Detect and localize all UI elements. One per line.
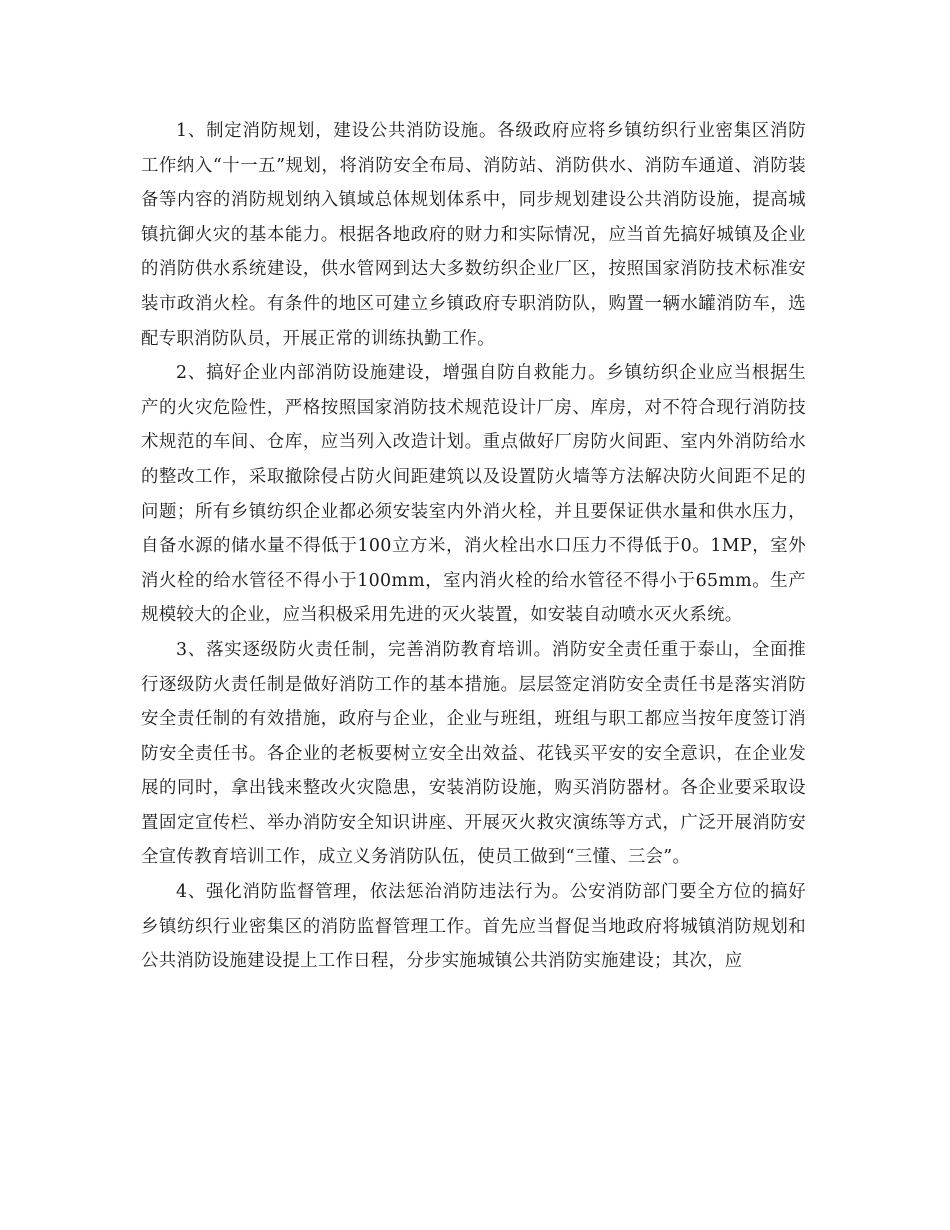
- paragraph-3: 3、落实逐级防火责任制，完善消防教育培训。消防安全责任重于泰山，全面推行逐级防火责任制是做好消防工作的基本措施。层层签定消防安全责任书是落实消防安全责任制的有效措施，政府与企业，企业与班组，班组与职工都应当按年度签订消防安全责任书。各企业的老板要树立安全出效益、花钱买平安的安全意识，在企业发展的同时，拿出钱来整改火灾隐患，安装消防设施，购买消防器材。各企业要采取设置固定宣传栏、举办消防安全知识讲座、开展灭火救灾演练等方式，广泛开展消防安全宣传教育培训工作，成立义务消防队伍，使员工做到“三懂、三会”。: [141, 639, 806, 868]
- paragraph-4: 4、强化消防监督管理，依法惩治消防违法行为。公安消防部门要全方位的搞好乡镇纺织行业密集区的消防监督管理工作。首先应当督促当地政府将城镇消防规划和公共消防设施建设提上工作日程，分步实施城镇公共消防实施建设；其次，应: [141, 882, 806, 972]
- paragraph-1: 1、制定消防规划，建设公共消防设施。各级政府应将乡镇纺织行业密集区消防工作纳入“十一五”规划，将消防安全布局、消防站、消防供水、消防车通道、消防装备等内容的消防规划纳入镇域总体规划体系中，同步规划建设公共消防设施，提高城镇抗御火灾的基本能力。根据各地政府的财力和实际情况，应当首先搞好城镇及企业的消防供水系统建设，供水管网到达大多数纺织企业厂区，按照国家消防技术标准安装市政消火栓。有条件的地区可建立乡镇政府专职消防队，购置一辆水罐消防车，选配专职消防队员，开展正常的训练执勤工作。: [141, 121, 806, 349]
- paragraph-2: 2、搞好企业内部消防设施建设，增强自防自救能力。乡镇纺织企业应当根据生产的火灾危险性，严格按照国家消防技术规范设计厂房、库房，对不符合现行消防技术规范的车间、仓库，应当列入改造计划。重点做好厂房防火间距、室内外消防给水的整改工作，采取撤除侵占防火间距建筑以及设置防火墙等方法解决防火间距不足的问题；所有乡镇纺织企业都必须安装室内外消火栓，并且要保证供水量和供水压力，自备水源的储水量不得低于100立方米，消火栓出水口压力不得低于0。1MP，室外消火栓的给水管径不得小于100mm，室内消火栓的给水管径不得小于65mm。生产规模较大的企业，应当积极采用先进的灭火装置，如安装自动喷水灭火系统。: [141, 363, 806, 626]
- body-text: [141, 114, 806, 979]
